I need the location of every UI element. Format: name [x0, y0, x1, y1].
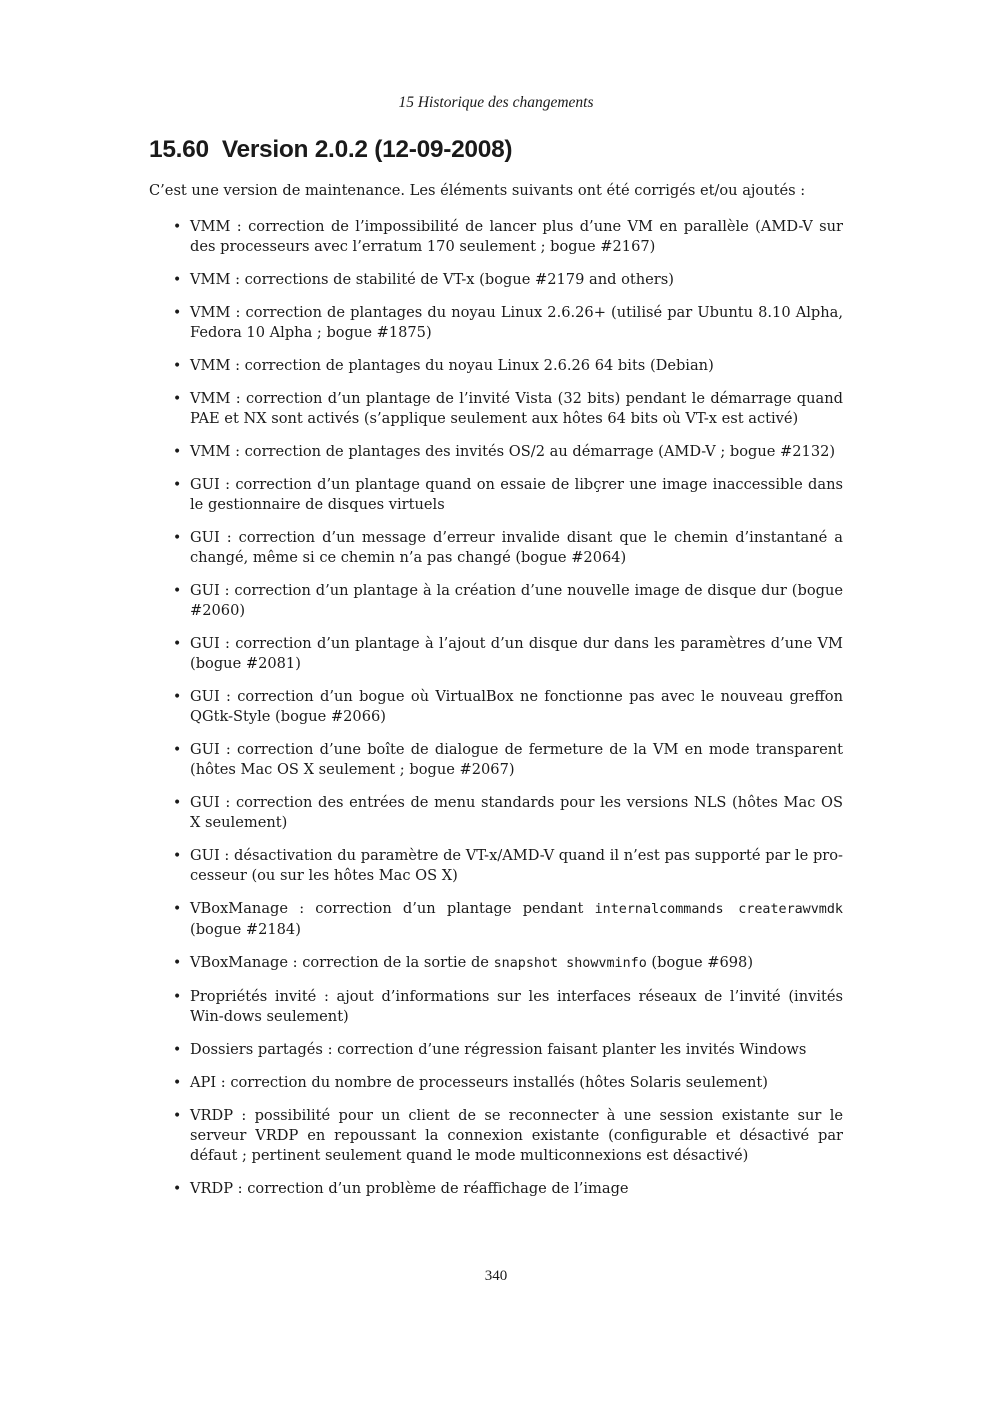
item-text: VMM : correction de plantages du noyau Linux 2.6.26+ (utilisé par Ubuntu 8.10 Alpha, Fedora 10 Alpha ; bogue #1875) — [190, 304, 843, 341]
list-item — [149, 899, 843, 940]
bullet-icon: • — [173, 742, 182, 758]
bullet-icon: • — [173, 1108, 182, 1124]
intro-paragraph: C’est une version de maintenance. Les éléments suivants ont été corrigés et/ou ajoutés : — [149, 182, 806, 199]
item-text: (bogue #2184) — [190, 921, 301, 938]
item-text: GUI : correction d’un plantage quand on essaie de libçrer une image inaccessible dans le gestionnaire de disques virtuels — [190, 476, 843, 513]
list-item — [149, 987, 843, 1027]
bullet-icon: • — [173, 1042, 182, 1058]
list-item — [149, 1179, 843, 1199]
item-text: VMM : correction d’un plantage de l’invité Vista (32 bits) pendant le démarrage quand PAE et NX sont activés (s’applique seulement aux hôtes 64 bits où VT-x est activé) — [190, 390, 843, 427]
bullet-icon: • — [173, 219, 182, 235]
item-text: GUI : correction d’une boîte de dialogue de fermeture de la VM en mode transparent (hôtes Mac OS X seulement ; bogue #2067) — [190, 741, 843, 778]
bullet-icon: • — [173, 689, 182, 705]
list-item — [149, 475, 843, 515]
list-item — [149, 442, 843, 462]
bullet-icon: • — [173, 1181, 182, 1197]
bullet-icon: • — [173, 477, 182, 493]
item-text: VMM : correction de l’impossibilité de lancer plus d’une VM en parallèle (AMD-V sur des processeurs avec l’erratum 170 seulement ; bogue #2167) — [190, 218, 843, 255]
list-item — [149, 270, 843, 290]
item-text: GUI : correction d’un plantage à l’ajout d’un disque dur dans les paramètres d’une VM (bogue #2081) — [190, 635, 843, 672]
list-item — [149, 687, 843, 727]
list-item — [149, 953, 843, 974]
item-text: Dossiers partagés : correction d’une régression faisant planter les invités Windows — [190, 1041, 807, 1058]
page-number: 340 — [484, 1268, 508, 1284]
section-heading-text: Version 2.0.2 (12-09-2008) — [221, 136, 513, 163]
item-text: VMM : corrections de stabilité de VT-x (bogue #2179 and others) — [190, 271, 674, 288]
bullet-icon: • — [173, 1075, 182, 1091]
section-number: 15.60 — [149, 136, 209, 163]
list-item — [149, 389, 843, 429]
bullet-icon: • — [173, 955, 182, 971]
list-item — [149, 793, 843, 833]
item-text: API : correction du nombre de processeurs installés (hôtes Solaris seulement) — [190, 1074, 768, 1091]
item-text: VMM : correction de plantages des invités OS/2 au démarrage (AMD-V ; bogue #2132) — [190, 443, 836, 460]
changelog-list — [149, 217, 843, 1212]
list-item — [149, 1073, 843, 1093]
item-text: VBoxManage : correction d’un plantage pendant — [190, 900, 595, 917]
section-title — [149, 136, 512, 164]
item-text: GUI : correction d’un plantage à la création d’une nouvelle image de disque dur (bogue #2060) — [190, 582, 843, 619]
list-item — [149, 303, 843, 343]
bullet-icon: • — [173, 636, 182, 652]
item-text: VRDP : correction d’un problème de réaffichage de l’image — [190, 1180, 629, 1197]
bullet-icon: • — [173, 272, 182, 288]
list-item — [149, 1040, 843, 1060]
list-item — [149, 634, 843, 674]
list-item — [149, 1106, 843, 1166]
list-item — [149, 528, 843, 568]
bullet-icon: • — [173, 583, 182, 599]
item-text: VRDP : possibilité pour un client de se reconnecter à une session existante sur le serveur VRDP en repoussant la connexion existante (configurable et désactivé par défaut ; pertinent seulement quand le mode multiconnexions est désactivé) — [190, 1107, 843, 1164]
item-text: Propriétés invité : ajout d’informations sur les interfaces réseaux de l’invité (invités Win-dows seulement) — [190, 988, 843, 1025]
item-text: GUI : correction des entrées de menu standards pour les versions NLS (hôtes Mac OS X seulement) — [190, 794, 843, 831]
item-text: GUI : correction d’un bogue où VirtualBox ne fonctionne pas avec le nouveau greffon QGtk-Style (bogue #2066) — [190, 688, 843, 725]
item-text: GUI : correction d’un message d’erreur invalide disant que le chemin d’instantané a changé, même si ce chemin n’a pas changé (bogue #2064) — [190, 529, 843, 566]
bullet-icon: • — [173, 901, 182, 917]
bullet-icon: • — [173, 391, 182, 407]
list-item — [149, 846, 843, 886]
item-text: VBoxManage : correction de la sortie de — [190, 954, 494, 971]
inline-code: internalcommands createrawvmdk — [594, 902, 843, 917]
list-item — [149, 356, 843, 376]
bullet-icon: • — [173, 530, 182, 546]
item-text: VMM : correction de plantages du noyau Linux 2.6.26 64 bits (Debian) — [190, 357, 714, 374]
item-text: GUI : désactivation du paramètre de VT-x/AMD-V quand il n’est pas supporté par le pro-cesseur (ou sur les hôtes Mac OS X) — [190, 847, 843, 884]
list-item — [149, 581, 843, 621]
bullet-icon: • — [173, 989, 182, 1005]
bullet-icon: • — [173, 795, 182, 811]
list-item — [149, 740, 843, 780]
running-header: 15 Historique des changements — [398, 94, 594, 111]
list-item — [149, 217, 843, 257]
inline-code: snapshot showvminfo — [493, 956, 647, 971]
bullet-icon: • — [173, 305, 182, 321]
bullet-icon: • — [173, 848, 182, 864]
bullet-icon: • — [173, 358, 182, 374]
bullet-icon: • — [173, 444, 182, 460]
item-text: (bogue #698) — [646, 954, 754, 971]
